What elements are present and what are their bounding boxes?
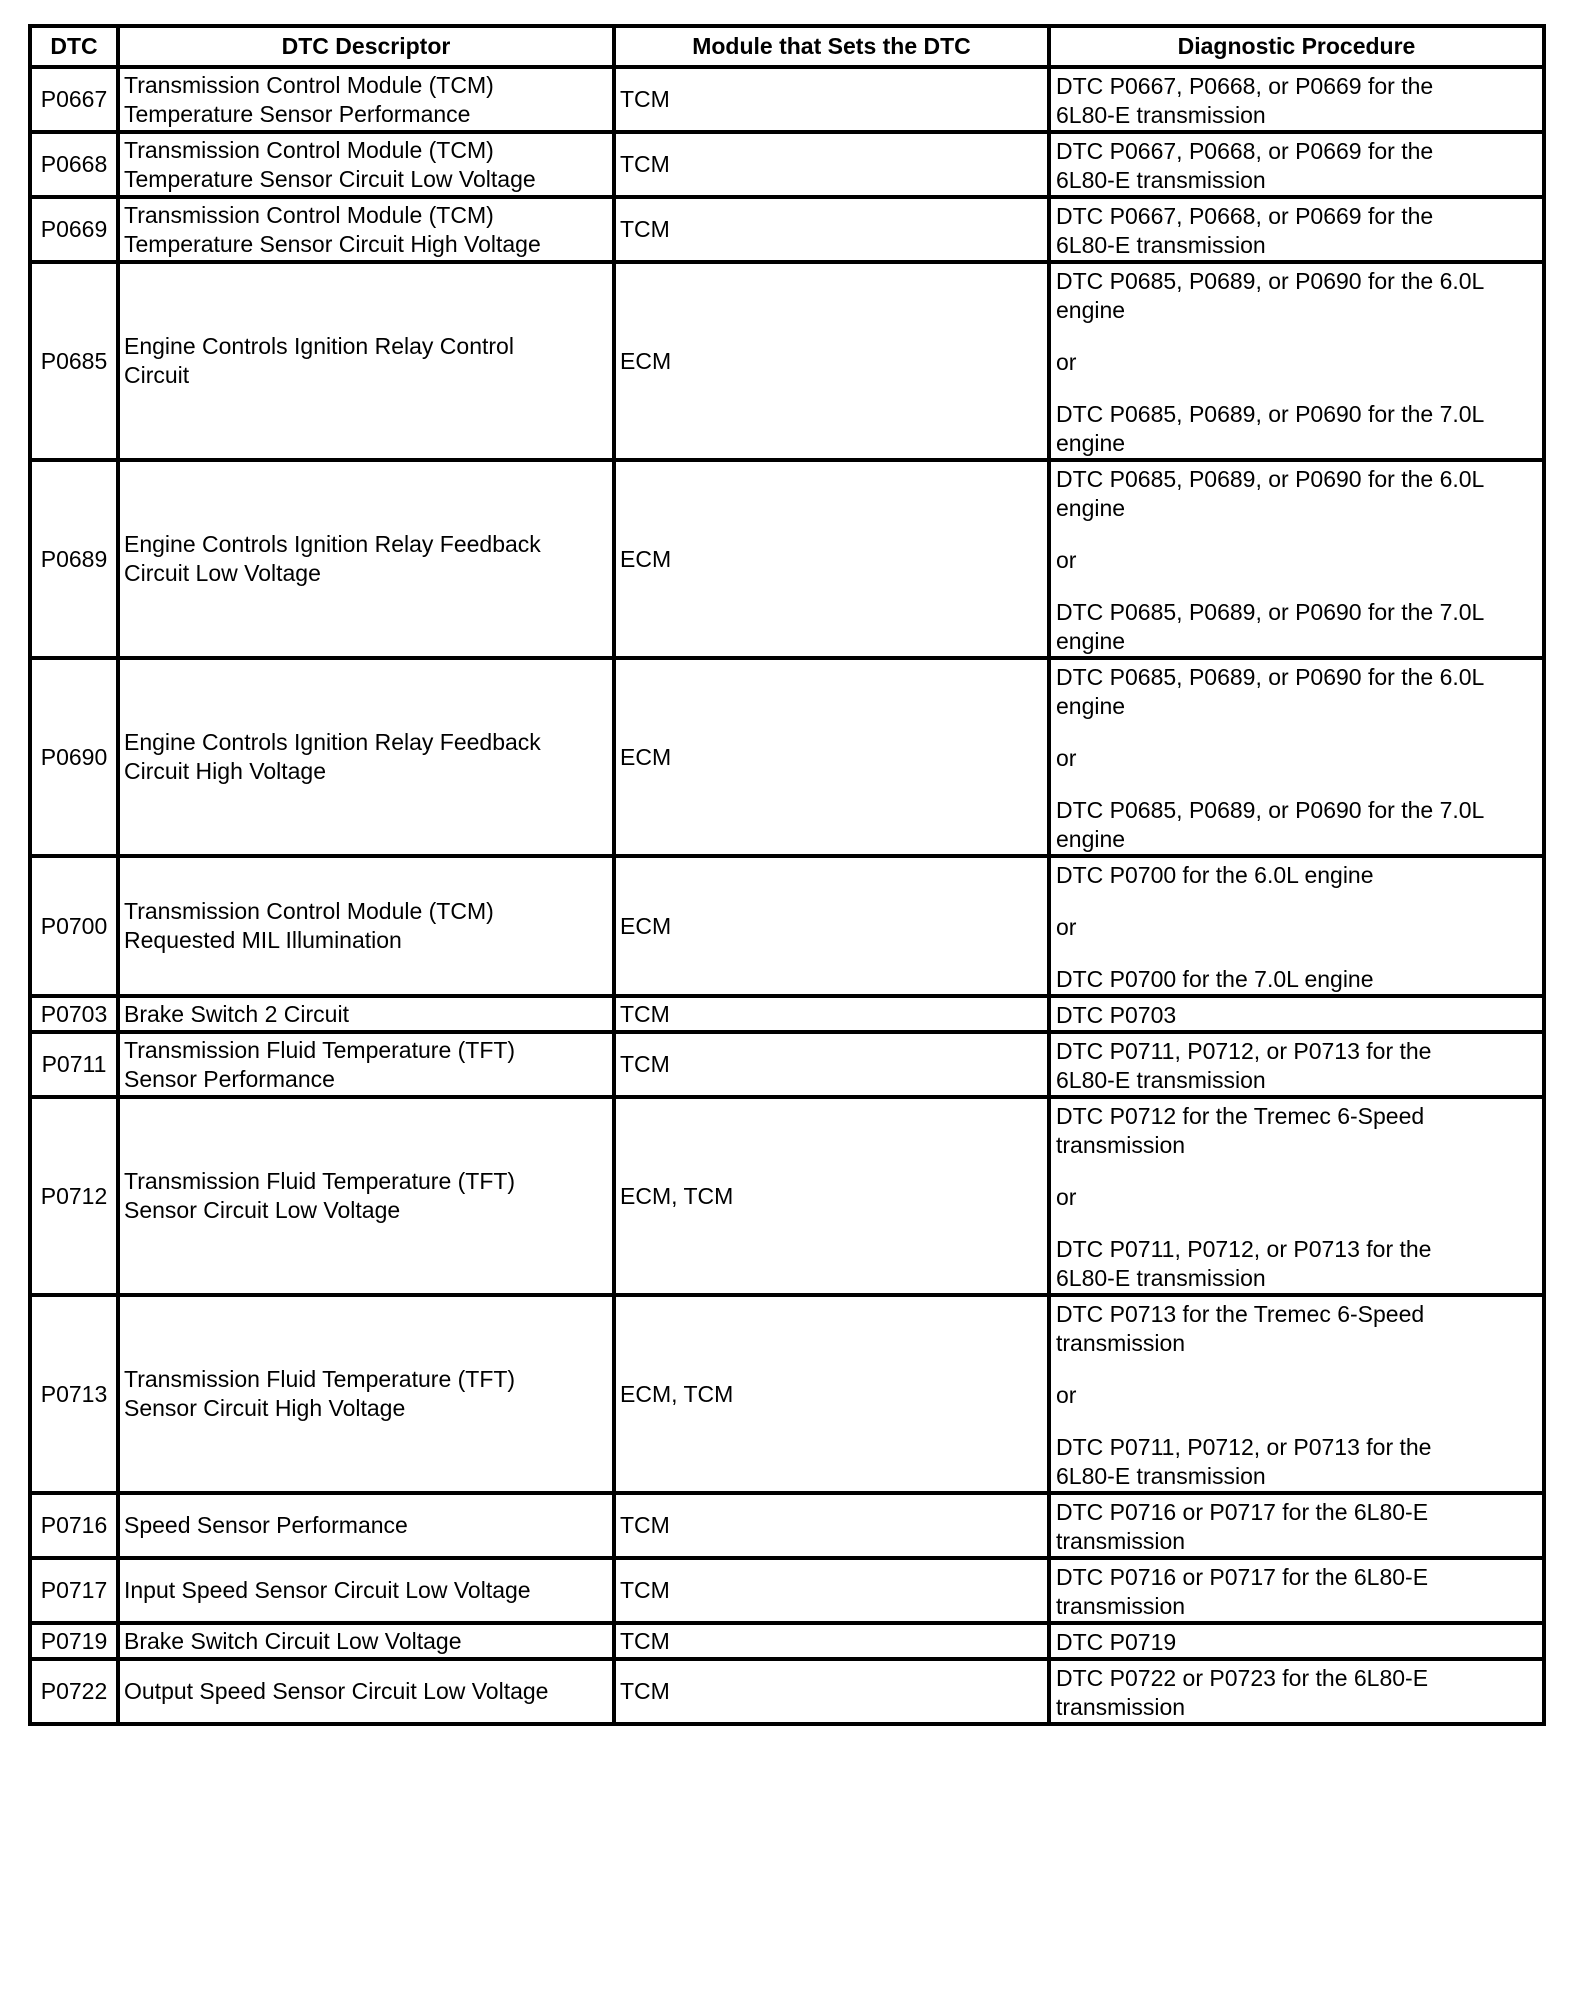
- module-cell: TCM: [614, 1032, 1049, 1097]
- procedure-line: DTC P0700 for the 6.0L engine: [1056, 862, 1374, 888]
- header-dtc-descriptor: DTC Descriptor: [118, 26, 614, 67]
- procedure-line: DTC P0667, P0668, or P0669 for the 6L80-E transmission: [1056, 203, 1434, 258]
- procedure-line: DTC P0713 for the Tremec 6-Speed transmission: [1056, 1301, 1425, 1356]
- table-row: [30, 856, 1544, 996]
- table-row: [30, 658, 1544, 856]
- dtc-code-cell: P0713: [30, 1295, 118, 1493]
- table-body: [30, 67, 1544, 1724]
- diagnostic-procedure-cell: [1049, 132, 1544, 197]
- header-diagnostic-procedure: Diagnostic Procedure: [1049, 26, 1544, 67]
- procedure-line: DTC P0667, P0668, or P0669 for the 6L80-E transmission: [1056, 73, 1434, 128]
- diagnostic-procedure-cell: [1049, 1097, 1544, 1295]
- procedure-line: DTC P0685, P0689, or P0690 for the 6.0L engine: [1056, 664, 1485, 719]
- table-row: [30, 996, 1544, 1032]
- module-cell: ECM, TCM: [614, 1097, 1049, 1295]
- module-cell: TCM: [614, 197, 1049, 262]
- procedure-line: or: [1056, 1184, 1077, 1210]
- diagnostic-procedure-cell: [1049, 1295, 1544, 1493]
- dtc-descriptor-cell: Engine Controls Ignition Relay Feedback Circuit Low Voltage: [118, 460, 614, 658]
- table-row: [30, 197, 1544, 262]
- table-row: [30, 1623, 1544, 1659]
- dtc-code-cell: P0716: [30, 1493, 118, 1558]
- dtc-code-cell: P0717: [30, 1558, 118, 1623]
- diagnostic-procedure-cell: [1049, 1032, 1544, 1097]
- procedure-line: DTC P0711, P0712, or P0713 for the 6L80-E transmission: [1056, 1038, 1432, 1093]
- module-cell: ECM: [614, 856, 1049, 996]
- table-row: [30, 1295, 1544, 1493]
- diagnostic-procedure-cell: [1049, 460, 1544, 658]
- dtc-descriptor-cell: Brake Switch 2 Circuit: [118, 996, 614, 1032]
- dtc-code-cell: P0669: [30, 197, 118, 262]
- dtc-descriptor-cell: Engine Controls Ignition Relay Feedback Circuit High Voltage: [118, 658, 614, 856]
- header-dtc: DTC: [30, 26, 118, 67]
- procedure-line: DTC P0685, P0689, or P0690 for the 6.0L engine: [1056, 268, 1485, 323]
- module-cell: ECM: [614, 262, 1049, 460]
- table-row: [30, 132, 1544, 197]
- dtc-code-cell: P0689: [30, 460, 118, 658]
- procedure-line: DTC P0703: [1056, 1002, 1177, 1028]
- module-cell: ECM: [614, 460, 1049, 658]
- table-row: [30, 67, 1544, 132]
- diagnostic-procedure-cell: [1049, 1493, 1544, 1558]
- dtc-descriptor-cell: Engine Controls Ignition Relay Control Circuit: [118, 262, 614, 460]
- dtc-descriptor-cell: Transmission Control Module (TCM) Temperature Sensor Circuit High Voltage: [118, 197, 614, 262]
- module-cell: TCM: [614, 1558, 1049, 1623]
- procedure-line: DTC P0685, P0689, or P0690 for the 7.0L engine: [1056, 797, 1485, 852]
- dtc-descriptor-cell: Output Speed Sensor Circuit Low Voltage: [118, 1659, 614, 1724]
- module-cell: TCM: [614, 132, 1049, 197]
- procedure-line: DTC P0711, P0712, or P0713 for the 6L80-E transmission: [1056, 1236, 1432, 1291]
- dtc-code-cell: P0668: [30, 132, 118, 197]
- diagnostic-procedure-cell: [1049, 996, 1544, 1032]
- table-row: [30, 262, 1544, 460]
- dtc-descriptor-cell: Brake Switch Circuit Low Voltage: [118, 1623, 614, 1659]
- dtc-descriptor-cell: Transmission Fluid Temperature (TFT) Sensor Circuit Low Voltage: [118, 1097, 614, 1295]
- dtc-code-cell: P0700: [30, 856, 118, 996]
- procedure-line: DTC P0716 or P0717 for the 6L80-E transmission: [1056, 1499, 1429, 1554]
- dtc-descriptor-cell: Speed Sensor Performance: [118, 1493, 614, 1558]
- diagnostic-procedure-cell: [1049, 1659, 1544, 1724]
- diagnostic-procedure-cell: [1049, 262, 1544, 460]
- module-cell: TCM: [614, 1493, 1049, 1558]
- dtc-descriptor-cell: Transmission Fluid Temperature (TFT) Sensor Performance: [118, 1032, 614, 1097]
- procedure-line: DTC P0667, P0668, or P0669 for the 6L80-E transmission: [1056, 138, 1434, 193]
- table-row: [30, 1558, 1544, 1623]
- diagnostic-procedure-cell: [1049, 856, 1544, 996]
- dtc-descriptor-cell: Transmission Control Module (TCM) Requested MIL Illumination: [118, 856, 614, 996]
- dtc-code-cell: P0685: [30, 262, 118, 460]
- module-cell: ECM, TCM: [614, 1295, 1049, 1493]
- dtc-code-cell: P0690: [30, 658, 118, 856]
- dtc-descriptor-cell: Transmission Control Module (TCM) Temperature Sensor Circuit Low Voltage: [118, 132, 614, 197]
- module-cell: TCM: [614, 996, 1049, 1032]
- procedure-line: DTC P0685, P0689, or P0690 for the 6.0L engine: [1056, 466, 1485, 521]
- dtc-code-cell: P0722: [30, 1659, 118, 1724]
- diagnostic-procedure-cell: [1049, 658, 1544, 856]
- table-row: [30, 1659, 1544, 1724]
- module-cell: TCM: [614, 1659, 1049, 1724]
- dtc-descriptor-cell: Transmission Control Module (TCM) Temperature Sensor Performance: [118, 67, 614, 132]
- diagnostic-procedure-cell: [1049, 197, 1544, 262]
- dtc-code-cell: P0711: [30, 1032, 118, 1097]
- procedure-line: DTC P0685, P0689, or P0690 for the 7.0L engine: [1056, 401, 1485, 456]
- procedure-line: DTC P0722 or P0723 for the 6L80-E transmission: [1056, 1665, 1429, 1720]
- procedure-line: DTC P0685, P0689, or P0690 for the 7.0L engine: [1056, 599, 1485, 654]
- dtc-code-cell: P0667: [30, 67, 118, 132]
- diagnostic-procedure-cell: [1049, 1558, 1544, 1623]
- table-row: [30, 460, 1544, 658]
- dtc-code-cell: P0719: [30, 1623, 118, 1659]
- procedure-line: or: [1056, 1382, 1077, 1408]
- header-module: Module that Sets the DTC: [614, 26, 1049, 67]
- diagnostic-procedure-cell: [1049, 67, 1544, 132]
- dtc-code-cell: P0703: [30, 996, 118, 1032]
- procedure-line: or: [1056, 914, 1077, 940]
- module-cell: TCM: [614, 67, 1049, 132]
- procedure-line: DTC P0716 or P0717 for the 6L80-E transmission: [1056, 1564, 1429, 1619]
- procedure-line: DTC P0700 for the 7.0L engine: [1056, 966, 1374, 992]
- procedure-line: DTC P0719: [1056, 1629, 1177, 1655]
- module-cell: ECM: [614, 658, 1049, 856]
- procedure-line: or: [1056, 349, 1077, 375]
- dtc-descriptor-cell: Transmission Fluid Temperature (TFT) Sensor Circuit High Voltage: [118, 1295, 614, 1493]
- dtc-code-cell: P0712: [30, 1097, 118, 1295]
- table-header-row: [30, 26, 1544, 67]
- procedure-line: DTC P0711, P0712, or P0713 for the 6L80-E transmission: [1056, 1434, 1432, 1489]
- dtc-table: [28, 24, 1546, 1726]
- procedure-line: DTC P0712 for the Tremec 6-Speed transmission: [1056, 1103, 1425, 1158]
- table-row: [30, 1097, 1544, 1295]
- table-row: [30, 1032, 1544, 1097]
- procedure-line: or: [1056, 547, 1077, 573]
- table-row: [30, 1493, 1544, 1558]
- module-cell: TCM: [614, 1623, 1049, 1659]
- dtc-descriptor-cell: Input Speed Sensor Circuit Low Voltage: [118, 1558, 614, 1623]
- diagnostic-procedure-cell: [1049, 1623, 1544, 1659]
- procedure-line: or: [1056, 745, 1077, 771]
